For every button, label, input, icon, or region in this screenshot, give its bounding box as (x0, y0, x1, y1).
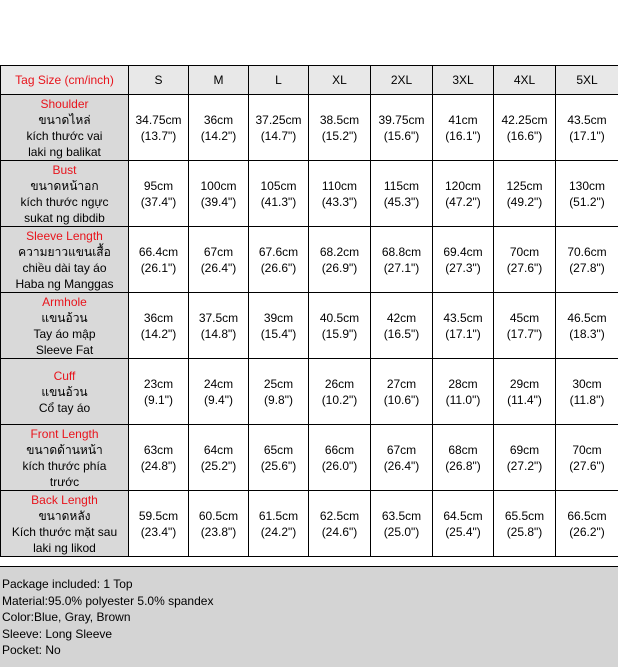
cm-value: 59.5cm (138, 508, 179, 523)
cm-value: 43.5cm (567, 112, 607, 127)
measurement-row (1, 425, 618, 491)
measurement-cell (189, 359, 249, 425)
cm-value: 69.4cm (443, 244, 483, 259)
cm-value: 36cm (203, 112, 234, 127)
measurement-translation: ขนาดด้านหน้า (26, 442, 103, 457)
inch-value: (51.2") (569, 194, 605, 209)
inch-value: (43.3") (321, 194, 358, 209)
measurement-cell (371, 491, 433, 557)
cm-value: 63cm (143, 442, 174, 457)
measurement-translation: laki ng likod (33, 540, 96, 555)
measurement-translation: Kích thước mặt sau (11, 524, 118, 539)
cm-value: 120cm (444, 178, 482, 193)
measurement-cell (189, 95, 249, 161)
cm-value: 95cm (143, 178, 174, 193)
cm-value: 23cm (143, 376, 174, 391)
inch-value: (14.7") (260, 128, 297, 143)
measurement-cell (129, 359, 189, 425)
measurement-translation: ขนาดหน้าอก (30, 178, 99, 193)
measurement-cell (309, 227, 371, 293)
cm-value: 105cm (260, 178, 297, 193)
measurement-cell (556, 425, 618, 491)
inch-value: (25.0") (383, 524, 420, 539)
measurement-label (1, 227, 129, 293)
inch-value: (24.6") (321, 524, 358, 539)
cm-value: 42cm (386, 310, 417, 325)
measurement-translation: laki ng balikat (28, 144, 101, 159)
inch-value: (15.9") (321, 326, 358, 341)
measurement-cell (129, 95, 189, 161)
cm-value: 25cm (263, 376, 294, 391)
measurement-cell (494, 227, 556, 293)
inch-value: (23.4") (140, 524, 177, 539)
cm-value: 64cm (203, 442, 234, 457)
cm-value: 43.5cm (443, 310, 483, 325)
measurement-cell (433, 95, 494, 161)
measurement-cell (309, 95, 371, 161)
inch-value: (45.3") (383, 194, 420, 209)
measurement-cell (129, 293, 189, 359)
inch-value: (26.6") (260, 260, 297, 275)
measurement-translation: trước (49, 474, 80, 489)
measurement-translation: ความยาวแขนเสื้อ (18, 244, 111, 259)
measurement-cell (371, 227, 433, 293)
inch-value: (27.6") (569, 458, 605, 473)
inch-value: (16.6") (506, 128, 543, 143)
cm-value: 28cm (448, 376, 478, 391)
measurement-cell (129, 161, 189, 227)
cm-value: 27cm (386, 376, 417, 391)
sleeve: Sleeve: Long Sleeve (2, 626, 113, 641)
measurement-translation: Sleeve Fat (35, 342, 94, 357)
measurement-cell (494, 359, 556, 425)
measurement-translation: kích thước ngực (20, 194, 109, 209)
measurement-title: Back Length (31, 492, 98, 507)
measurement-translation: แขนอ้วน (41, 384, 88, 399)
size-5xl: 5XL (556, 66, 618, 95)
inch-value: (14.2") (140, 326, 177, 341)
measurement-cell (556, 293, 618, 359)
size-3xl: 3XL (433, 66, 494, 95)
cm-value: 69cm (509, 442, 540, 457)
inch-value: (9.4") (204, 392, 233, 407)
measurement-translation: แขนอ้วน (41, 310, 88, 325)
inch-value: (25.8") (506, 524, 543, 539)
measurement-row (1, 95, 618, 161)
cm-value: 68cm (448, 442, 478, 457)
cm-value: 125cm (506, 178, 543, 193)
inch-value: (25.6") (260, 458, 297, 473)
cm-value: 67cm (203, 244, 234, 259)
measurement-title: Shoulder (40, 96, 89, 111)
size-m: M (189, 66, 249, 95)
cm-value: 110cm (321, 178, 358, 193)
inch-value: (17.1") (569, 128, 605, 143)
inch-value: (41.3") (260, 194, 297, 209)
size-header-row (1, 66, 618, 95)
inch-value: (26.0") (321, 458, 358, 473)
measurement-cell (249, 293, 309, 359)
measurement-cell (371, 425, 433, 491)
measurement-cell (189, 491, 249, 557)
measurement-label (1, 491, 129, 557)
inch-value: (24.2") (260, 524, 297, 539)
inch-value: (26.4") (200, 260, 237, 275)
measurement-translation: sukat ng dibdib (24, 210, 105, 225)
measurement-translation: chiều dài tay áo (22, 260, 107, 275)
inch-value: (26.2") (569, 524, 605, 539)
measurement-cell (494, 491, 556, 557)
inch-value: (37.4") (140, 194, 177, 209)
measurement-cell (249, 491, 309, 557)
inch-value: (15.2") (321, 128, 358, 143)
cm-value: 41cm (448, 112, 478, 127)
inch-value: (17.7") (506, 326, 543, 341)
inch-value: (11.8") (569, 392, 605, 407)
measurement-cell (371, 95, 433, 161)
measurement-row (1, 161, 618, 227)
cm-value: 26cm (324, 376, 355, 391)
inch-value: (27.2") (506, 458, 543, 473)
measurement-row (1, 227, 618, 293)
cm-value: 66cm (324, 442, 355, 457)
measurement-cell (249, 359, 309, 425)
measurement-cell (494, 293, 556, 359)
measurement-cell (371, 293, 433, 359)
measurement-title: Bust (52, 162, 77, 177)
color: Color:Blue, Gray, Brown (2, 610, 131, 624)
cm-value: 100cm (200, 178, 237, 193)
size-xl: XL (309, 66, 371, 95)
cm-value: 68.2cm (319, 244, 360, 259)
cm-value: 62.5cm (319, 508, 360, 523)
measurement-cell (556, 227, 618, 293)
measurement-cell (433, 491, 494, 557)
measurement-title: Cuff (53, 368, 76, 383)
inch-value: (14.8") (200, 326, 237, 341)
inch-value: (9.1") (144, 392, 173, 407)
size-chart-table (0, 65, 618, 557)
cm-value: 39cm (263, 310, 294, 325)
cm-value: 60.5cm (198, 508, 239, 523)
measurement-cell (249, 95, 309, 161)
measurement-row (1, 491, 618, 557)
cm-value: 45cm (509, 310, 540, 325)
measurement-cell (494, 161, 556, 227)
measurement-cell (433, 161, 494, 227)
measurement-cell (189, 227, 249, 293)
measurement-translation: Haba ng Manggas (15, 276, 114, 291)
cm-value: 64.5cm (443, 508, 483, 523)
cm-value: 66.4cm (138, 244, 179, 259)
measurement-row (1, 359, 618, 425)
cm-value: 70cm (572, 442, 602, 457)
measurement-translation: kích thước phía (22, 458, 107, 473)
inch-value: (10.2") (321, 392, 358, 407)
measurement-label (1, 95, 129, 161)
measurement-cell (309, 425, 371, 491)
inch-value: (13.7") (140, 128, 177, 143)
size-l: L (249, 66, 309, 95)
measurement-cell (189, 425, 249, 491)
inch-value: (23.8") (200, 524, 237, 539)
inch-value: (11.4") (507, 392, 542, 407)
inch-value: (25.2") (200, 458, 237, 473)
measurement-row (1, 293, 618, 359)
measurement-cell (556, 95, 618, 161)
measurement-cell (309, 293, 371, 359)
measurement-translation: kích thước vai (26, 128, 103, 143)
measurement-cell (309, 491, 371, 557)
cm-value: 65.5cm (504, 508, 545, 523)
size-s: S (129, 66, 189, 95)
measurement-cell (556, 161, 618, 227)
measurement-label (1, 359, 129, 425)
inch-value: (15.6") (383, 128, 420, 143)
inch-value: (15.4") (260, 326, 297, 341)
measurement-cell (129, 227, 189, 293)
cm-value: 68.8cm (381, 244, 422, 259)
measurement-cell (556, 359, 618, 425)
measurement-title: Sleeve Length (26, 228, 103, 243)
cm-value: 37.5cm (198, 310, 239, 325)
measurement-cell (309, 359, 371, 425)
measurement-cell (433, 425, 494, 491)
measurement-cell (129, 425, 189, 491)
inch-value: (47.2") (445, 194, 481, 209)
cm-value: 70.6cm (567, 244, 607, 259)
cm-value: 36cm (143, 310, 174, 325)
cm-value: 42.25cm (501, 112, 548, 127)
inch-value: (10.6") (383, 392, 420, 407)
inch-value: (27.3") (445, 260, 481, 275)
cm-value: 38.5cm (319, 112, 360, 127)
inch-value: (16.5") (383, 326, 420, 341)
inch-value: (18.3") (569, 326, 605, 341)
measurement-title: Front Length (30, 426, 99, 441)
inch-value: (14.2") (200, 128, 237, 143)
measurement-cell (249, 425, 309, 491)
size-2xl: 2XL (371, 66, 433, 95)
cm-value: 67.6cm (258, 244, 299, 259)
cm-value: 46.5cm (567, 310, 607, 325)
inch-value: (17.1") (445, 326, 481, 341)
measurement-cell (249, 227, 309, 293)
measurement-label (1, 425, 129, 491)
cm-value: 130cm (568, 178, 606, 193)
inch-value: (26.4") (383, 458, 420, 473)
cm-value: 40.5cm (319, 310, 360, 325)
measurement-label (1, 161, 129, 227)
measurement-cell (371, 161, 433, 227)
measurement-translation: ขนาดไหล่ (38, 112, 91, 127)
package-included: Package included: 1 Top (2, 577, 133, 591)
inch-value: (26.8") (445, 458, 481, 473)
inch-value: (25.4") (445, 524, 481, 539)
measurement-cell (494, 425, 556, 491)
measurement-cell (433, 227, 494, 293)
cm-value: 34.75cm (135, 112, 182, 127)
size-4xl: 4XL (494, 66, 556, 95)
measurement-cell (189, 293, 249, 359)
inch-value: (27.6") (506, 260, 543, 275)
measurement-cell (309, 161, 371, 227)
cm-value: 37.25cm (255, 112, 302, 127)
pocket: Pocket: No (2, 643, 61, 657)
measurement-cell (433, 359, 494, 425)
inch-value: (27.8") (569, 260, 605, 275)
cm-value: 29cm (509, 376, 540, 391)
measurement-cell (189, 161, 249, 227)
material: Material:95.0% polyester 5.0% spandex (2, 593, 214, 608)
measurement-cell (556, 491, 618, 557)
measurement-label (1, 293, 129, 359)
inch-value: (26.1") (140, 260, 177, 275)
measurement-cell (433, 293, 494, 359)
measurement-translation: ขนาดหลัง (38, 508, 91, 523)
inch-value: (16.1") (445, 128, 481, 143)
cm-value: 24cm (203, 376, 234, 391)
cm-value: 66.5cm (567, 508, 607, 523)
measurement-translation: Cổ tay áo (38, 400, 91, 415)
measurement-cell (129, 491, 189, 557)
inch-value: (11.0") (445, 392, 481, 407)
cm-value: 63.5cm (381, 508, 422, 523)
cm-value: 67cm (386, 442, 417, 457)
cm-value: 115cm (383, 178, 420, 193)
cm-value: 70cm (509, 244, 540, 259)
cm-value: 65cm (263, 442, 294, 457)
cm-value: 61.5cm (258, 508, 299, 523)
inch-value: (49.2") (506, 194, 543, 209)
measurement-cell (249, 161, 309, 227)
inch-value: (24.8") (140, 458, 177, 473)
inch-value: (27.1") (383, 260, 420, 275)
measurement-cell (371, 359, 433, 425)
inch-value: (9.8") (264, 392, 293, 407)
measurement-cell (494, 95, 556, 161)
measurement-title: Armhole (42, 294, 87, 309)
cm-value: 30cm (572, 376, 602, 391)
inch-value: (26.9") (321, 260, 358, 275)
measurement-translation: Tay áo mập (33, 326, 96, 341)
cm-value: 39.75cm (378, 112, 425, 127)
inch-value: (39.4") (200, 194, 237, 209)
tag-size-label: Tag Size (cm/inch) (1, 66, 129, 95)
product-info (0, 566, 618, 667)
